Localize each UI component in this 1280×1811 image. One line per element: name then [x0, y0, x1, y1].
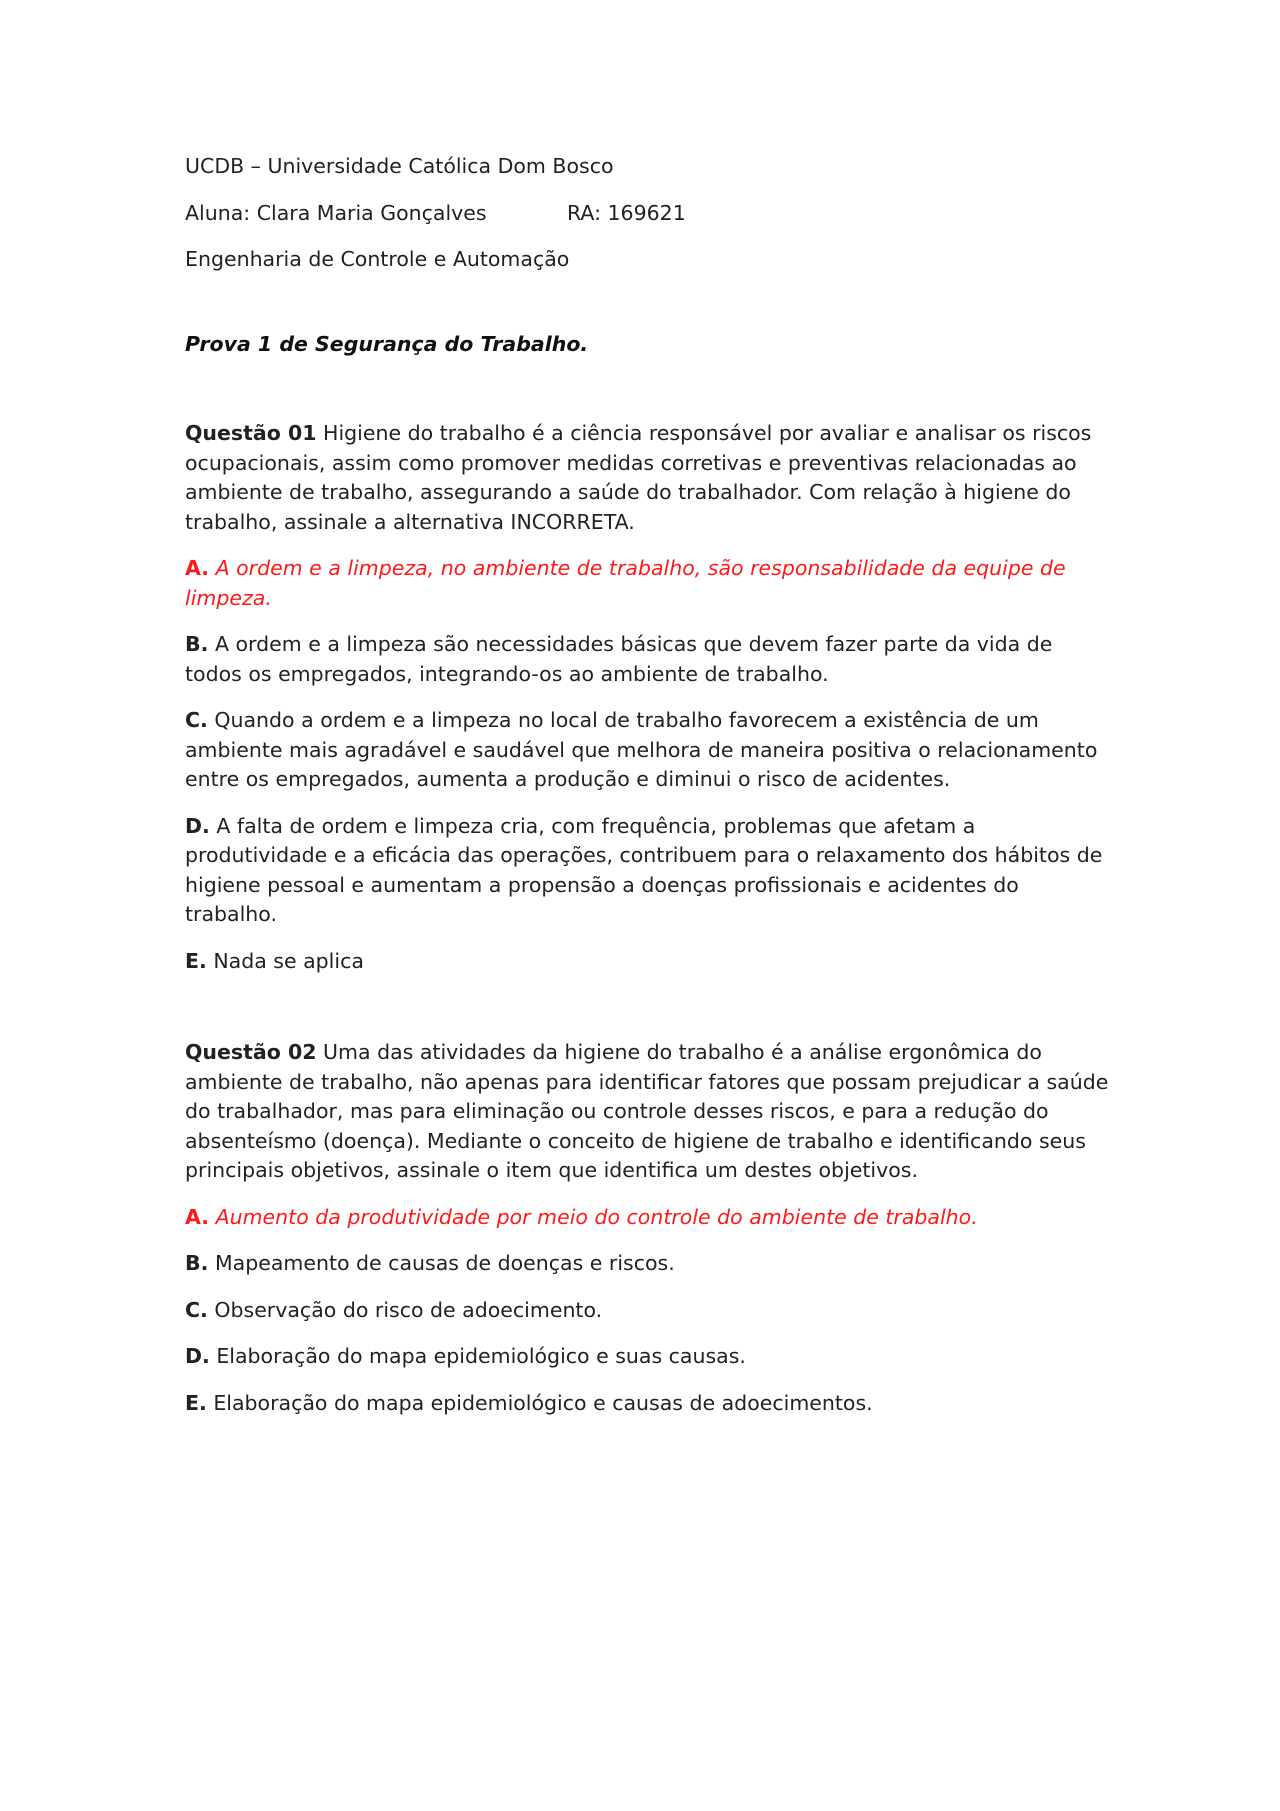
- question-statement: [185, 419, 1115, 537]
- option-text: Aumento da produtividade por meio do controle do ambiente de trabalho.: [209, 1204, 978, 1229]
- question-01: [185, 419, 1115, 976]
- option-letter: E.: [185, 948, 207, 973]
- student-ra: RA: 169621: [567, 200, 686, 225]
- option-d: [185, 812, 1115, 930]
- student-info: [185, 199, 1115, 229]
- option-letter: C.: [185, 1297, 208, 1322]
- option-b: [185, 1249, 1115, 1279]
- question-02: [185, 1038, 1115, 1418]
- option-text: A falta de ordem e limpeza cria, com frequência, problemas que afetam a produtividade e a eficácia das operações, contribuem para o relaxamento dos hábitos de higiene pessoal e aumentam a propensão a doenças profissionais e acidentes do trabalho.: [185, 813, 1103, 926]
- question-text: Higiene do trabalho é a ciência responsável por avaliar e analisar os riscos ocupacionais, assim como promover medidas corretivas e preventivas relacionadas ao ambiente de trabalho, assegurando a saúde do trabalhador. Com relação à higiene do trabalho, assinale a alternativa INCORRETA.: [185, 421, 1092, 534]
- option-text: A ordem e a limpeza, no ambiente de trabalho, são responsabilidade da equipe de limpeza.: [185, 556, 1066, 610]
- question-label: Questão 01: [185, 421, 317, 445]
- option-a-correct: [185, 554, 1115, 613]
- option-e: [185, 947, 1115, 977]
- option-text: Elaboração do mapa epidemiológico e causas de adoecimentos.: [206, 1390, 873, 1415]
- option-e: [185, 1389, 1115, 1419]
- option-text: Nada se aplica: [206, 948, 364, 973]
- option-letter: B.: [185, 1251, 209, 1275]
- course-name: Engenharia de Controle e Automação: [185, 247, 570, 271]
- option-letter: D.: [185, 1344, 210, 1368]
- option-text: Observação do risco de adoecimento.: [207, 1297, 603, 1322]
- option-letter: C.: [185, 708, 208, 732]
- option-letter: A.: [185, 556, 210, 580]
- option-letter: A.: [185, 1204, 210, 1229]
- student-name: Aluna: Clara Maria Gonçalves: [185, 200, 487, 225]
- option-c: [185, 706, 1115, 795]
- institution-name: UCDB – Universidade Católica Dom Bosco: [185, 154, 614, 178]
- question-text: Uma das atividades da higiene do trabalho é a análise ergonômica do ambiente de trabalho, não apenas para identificar fatores que possam prejudicar a saúde do trabalhador, mas para eliminação ou controle desses riscos, e para a redução do absenteísmo (doença). Mediante o conceito de higiene de trabalho e identificando seus principais objetivos, assinale o item que identifica um destes objetivos.: [185, 1040, 1109, 1182]
- option-letter: E.: [185, 1390, 207, 1415]
- option-a-correct: [185, 1203, 1115, 1233]
- option-text: A ordem e a limpeza são necessidades básicas que devem fazer parte da vida de todos os empregados, integrando-os ao ambiente de trabalho.: [185, 632, 1053, 686]
- option-d: [185, 1342, 1115, 1372]
- option-b: [185, 630, 1115, 689]
- option-letter: D.: [185, 813, 210, 838]
- question-statement: [185, 1038, 1115, 1186]
- option-text: Mapeamento de causas de doenças e riscos.: [208, 1251, 675, 1275]
- option-letter: B.: [185, 632, 209, 656]
- option-text: Quando a ordem e a limpeza no local de trabalho favorecem a existência de um ambiente mais agradável e saudável que melhora de maneira positiva o relacionamento entre os empregados, aumenta a produção e diminui o risco de acidentes.: [185, 708, 1098, 791]
- question-label: Questão 02: [185, 1040, 317, 1064]
- option-c: [185, 1296, 1115, 1326]
- document-page: [185, 152, 1115, 1435]
- exam-title: Prova 1 de Segurança do Trabalho.: [185, 331, 589, 356]
- option-text: Elaboração do mapa epidemiológico e suas causas.: [209, 1344, 746, 1368]
